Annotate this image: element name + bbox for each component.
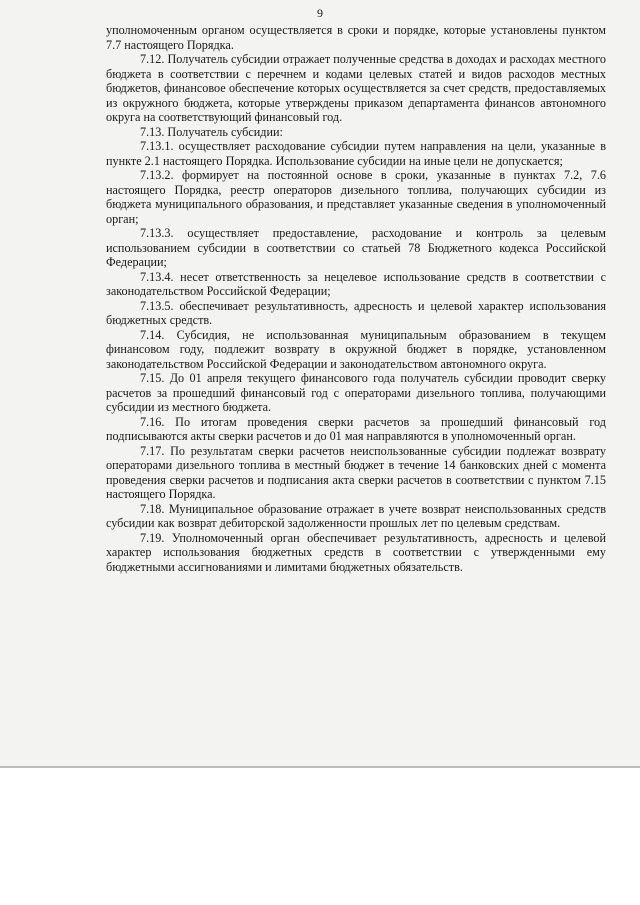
paragraph-7-13-3: 7.13.3. осуществляет предоставление, расходование и контроль за целевым использованием субсидии в соответствии со статьей 78 Бюджетного кодекса Российской Федерации; <box>106 226 606 269</box>
paragraph-7-19: 7.19. Уполномоченный орган обеспечивает результативность, адресность и целевой характер использования бюджетных средств в соответствии с утвержденными ему бюджетными ассигнованиями и лимитами бюджетных обязательств. <box>106 530 606 574</box>
page-number: 9 <box>317 6 323 20</box>
page-bottom-edge <box>0 766 640 768</box>
paragraph-continuation: уполномоченным органом осуществляется в сроки и порядке, которые установлены пунктом 7.7 настоящего Порядка. <box>106 23 606 52</box>
paragraph-7-12: 7.12. Получатель субсидии отражает полученные средства в доходах и расходах местного бюджета в соответствии с перечнем и кодами целевых статей и видов расходов местных бюджетов, финансовое обеспечение которых осуществляется за счет средств, предоставляемых из окружного бюджета, которые утверждены приказом департамента финансов автономного округа на соответствующий финансовый год. <box>106 52 606 124</box>
paragraph-7-18: 7.18. Муниципальное образование отражает в учете возврат неиспользованных средств субсидии как возврат дебиторской задолженности прошлых лет по целевым средствам. <box>106 501 606 530</box>
paragraph-7-14: 7.14. Субсидия, не использованная муниципальным образованием в текущем финансовом году, подлежит возврату в окружной бюджет в порядке, установленном законодательством Российской Федерации и законодательством автономного округа. <box>106 327 606 371</box>
paragraph-7-15: 7.15. До 01 апреля текущего финансового года получатель субсидии проводит сверку расчетов за прошедший финансовый год с операторами дизельного топлива, получающими субсидии из местного бюджета. <box>106 371 606 414</box>
paragraph-7-13-5: 7.13.5. обеспечивает результативность, адресность и целевой характер использования бюджетных средств. <box>106 298 606 327</box>
paragraph-7-17: 7.17. По результатам сверки расчетов неиспользованные субсидии подлежат возврату операторами дизельного топлива в местный бюджет в течение 14 банковских дней с момента проведения сверки расчетов и подписания акта сверки расчетов в соответствии с пунктом 7.15 настоящего Порядка. <box>106 443 606 501</box>
paragraph-7-13-4: 7.13.4. несет ответственность за нецелевое использование средств в соответствии с законодательством Российской Федерации; <box>106 269 606 298</box>
paragraph-7-13-1: 7.13.1. осуществляет расходование субсидии путем направления на цели, указанные в пункте 2.1 настоящего Порядка. Использование субсидии на иные цели не допускается; <box>106 139 606 168</box>
paragraph-7-13-2: 7.13.2. формирует на постоянной основе в сроки, указанные в пунктах 7.2, 7.6 настоящего Порядка, реестр операторов дизельного топлива, получающих субсидии из бюджета муниципального образования, и представляет указанные сведения в уполномоченный орган; <box>106 168 606 226</box>
paragraph-7-13: 7.13. Получатель субсидии: <box>140 124 283 139</box>
document-body <box>106 23 606 574</box>
paragraph-7-16: 7.16. По итогам проведения сверки расчетов за прошедший финансовый год подписываются акты сверки расчетов и до 01 мая направляются в уполномоченный орган. <box>106 414 606 443</box>
